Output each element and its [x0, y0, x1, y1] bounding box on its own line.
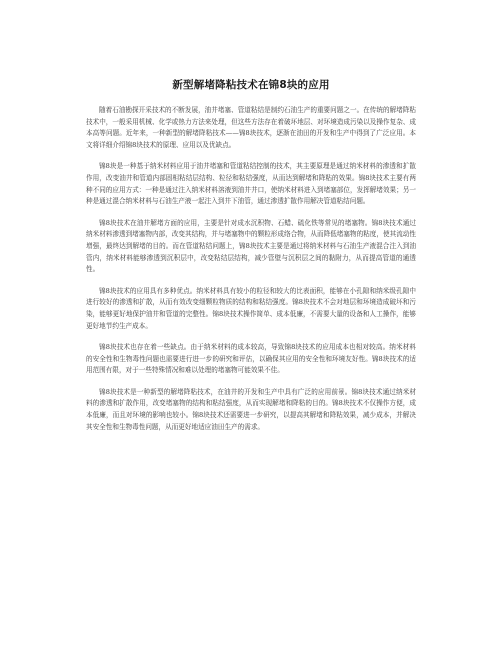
paragraph-application: 锦8块技术在油井解堵方面的应用，主要是针对成水沉积物、石蜡、硫化铁等常见的堵塞物。锦8块技术通过纳米材料渗透到堵塞物内部，改变其结构，并与堵塞物中的颗粒形成络合物，从而降低堵塞物的粘度，使其流动性增强，最终达到解堵的目的。而在管道粘结问题上，锦8块技术主要是通过将纳米材料与石油生产液混合注入到油管内，纳米材料能够渗透到沉积层中，改变粘结层结构，减少管壁与沉积层之间的黏附力，从而提高管道的通透性。: [86, 218, 416, 274]
paragraph-principle: 锦8块是一种基于纳米材料应用于油井堵塞和管道粘结控制的技术，其主要原理是通过纳米材料的渗透和扩散作用，改变油井和管道内部固相粘结层结构、粒径和粘结强度，从而达到解堵和降粘的效果。锦8块技术主要有两种不同的应用方式：一种是通过注入纳米材料溶液到油井井口，使纳米材料进入到堵塞部位，发挥解堵效果；另一种是通过混合纳米材料与石油生产液一起注入到井下油管，通过渗透扩散作用解决管道粘结问题。: [86, 162, 416, 206]
paragraph-conclusion: 锦8块技术是一种新型的解堵降粘技术，在油井的开发和生产中具有广泛的应用前景。锦8块技术通过纳米材料的渗透和扩散作用，改变堵塞物的结构和粘结强度，从而实现解堵和降粘的目的。锦8块技术不仅操作方便，成本低廉，而且对环境的影响也较小。锦8块技术还需要进一步研究，以提高其解堵和降粘效果，减少成本，并解决其安全性和生物毒性问题，从而更好地适应油田生产的需求。: [86, 387, 416, 431]
document-title: 新型解堵降粘技术在锦8块的应用: [172, 79, 330, 91]
paragraph-intro: 随着石油勘探开采技术的不断发展，油井堵塞、管道粘结是制约石油生产的重要问题之一。在传统的解堵降粘技术中，一般采用机械、化学或热力方法来处理，但这些方法存在着破坏地层、对环境造成污染以及操作复杂、成本高等问题。近年来，一种新型的解堵降粘技术——锦8块技术，逐渐在油田的开发和生产中得到了广泛应用。本文将详细介绍锦8块技术的原理、应用以及优缺点。: [86, 106, 416, 150]
paragraph-advantages: 锦8块技术的应用具有多种优点。纳米材料具有较小的粒径和较大的比表面积，能够在小孔隙和纳米级孔隙中进行较好的渗透和扩散，从而有效改变细颗粒物质的结构和粘结强度。锦8块技术不会对地层和环境造成破坏和污染，能够更好地保护油井和管道的完整性。锦8块技术操作简单、成本低廉，不需要大量的设备和人工操作，能够更好地节约生产成本。: [86, 286, 416, 330]
paragraph-disadvantages: 锦8块技术也存在着一些缺点。由于纳米材料的成本较高，导致锦8块技术的应用成本也相对较高。纳米材料的安全性和生物毒性问题也需要进行进一步的研究和评估，以确保其应用的安全性和环境友好性。锦8块技术的适用范围有限，对于一些特殊情况和难以处理的堵塞物可能效果不佳。: [86, 342, 416, 375]
